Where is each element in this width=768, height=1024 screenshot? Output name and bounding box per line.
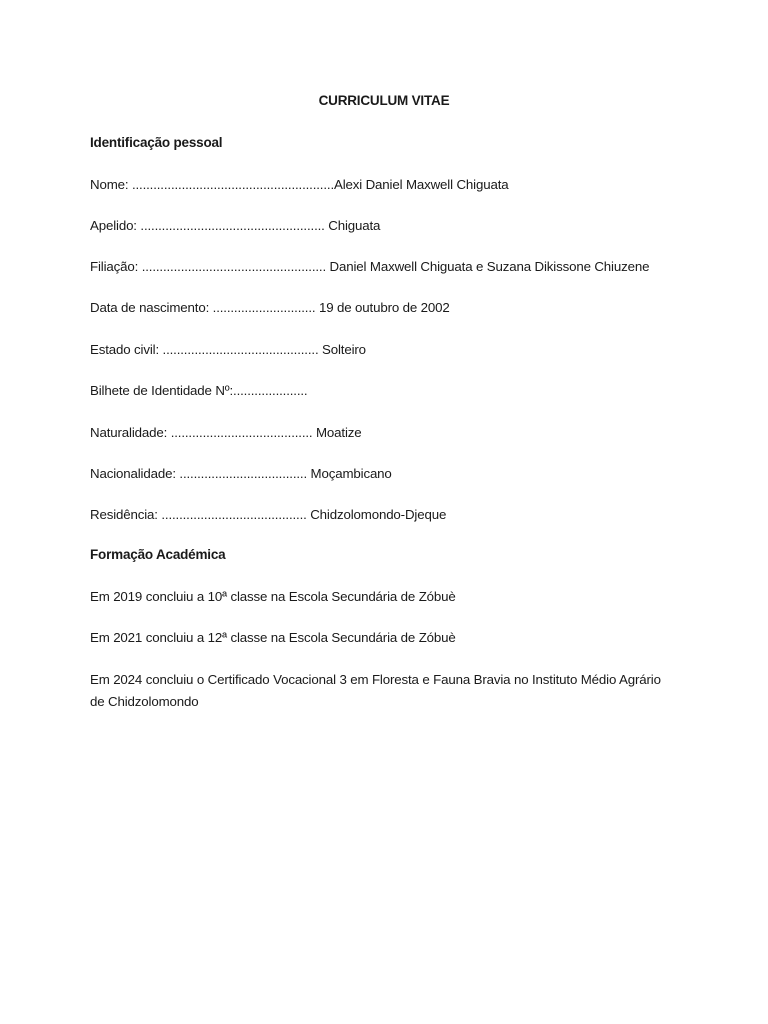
field-birthplace: Naturalidade: ........................................ Moatize — [90, 425, 362, 440]
field-birth-date: Data de nascimento: ............................. 19 de outubro de 2002 — [90, 300, 450, 315]
education-item: Em 2019 concluiu a 10ª classe na Escola Secundária de Zóbuè — [90, 589, 456, 604]
field-marital-status: Estado civil: ............................................ Solteiro — [90, 342, 366, 357]
education-item: Em 2024 concluiu o Certificado Vocacional 3 em Floresta e Fauna Bravia no Instituto Médio Agrário de Chidzolomondo — [90, 672, 661, 709]
field-surname: Apelido: .................................................... Chiguata — [90, 218, 381, 233]
field-identity-card: Bilhete de Identidade Nº:..................... — [90, 383, 308, 398]
education-item: Em 2021 concluiu a 12ª classe na Escola Secundária de Zóbuè — [90, 630, 456, 645]
personal-identification-heading: Identificação pessoal — [90, 135, 223, 150]
document-title: CURRICULUM VITAE — [318, 93, 450, 108]
field-residence: Residência: ......................................... Chidzolomondo-Djeque — [90, 507, 447, 522]
field-nationality: Nacionalidade: .................................... Moçambicano — [90, 466, 392, 481]
field-parentage: Filiação: .................................................... Daniel Maxwell Chiguata e Suzana Dikissone Chiuzene — [90, 259, 650, 274]
academic-education-heading: Formação Académica — [90, 547, 226, 562]
field-name: Nome: .........................................................Alexi Daniel Maxwell Chiguata — [90, 177, 509, 192]
